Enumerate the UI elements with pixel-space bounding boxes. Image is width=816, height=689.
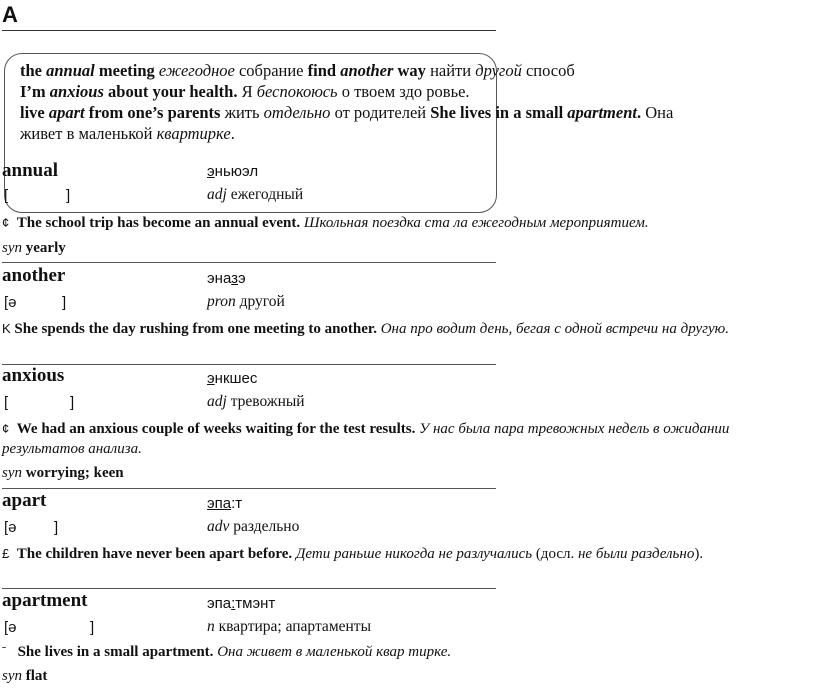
translation: раздельно bbox=[229, 518, 300, 535]
example-line bbox=[2, 419, 812, 459]
phrase-translation-keyword: другой bbox=[475, 61, 522, 80]
headword: apartment bbox=[2, 590, 88, 611]
transcription-rest: тмэнт bbox=[235, 595, 276, 612]
entry-separator bbox=[2, 488, 496, 489]
synonym-line bbox=[2, 465, 124, 482]
phrase-translation: от родителей bbox=[330, 103, 431, 122]
ipa-bracket-close: ] bbox=[70, 394, 75, 411]
phrase-translation-keyword: квартирке bbox=[156, 124, 231, 143]
part-of-speech: pron bbox=[207, 293, 236, 310]
phrase-line-1 bbox=[20, 60, 575, 82]
example-english: She spends the day rushing from one meeting to another. bbox=[14, 321, 377, 337]
phrase-translation-keyword: отдельно bbox=[263, 103, 331, 122]
example-english: We had an anxious couple of weeks waiting for the test results. bbox=[16, 421, 416, 437]
ipa-bracket-close: ] bbox=[90, 619, 95, 636]
part-of-speech: n bbox=[207, 618, 215, 635]
phrase-text: meeting bbox=[94, 61, 159, 80]
example-russian: Она про водит день, бегая с одной встречи на другую. bbox=[376, 321, 729, 337]
example-marker: ¢ bbox=[2, 215, 10, 230]
syn-label: syn bbox=[2, 668, 22, 684]
example-russian: Школьная поездка ста ла ежегодным мероприятием. bbox=[300, 215, 649, 231]
phrase-translation: о твоем здо ровье. bbox=[337, 82, 470, 101]
headword: annual bbox=[2, 160, 58, 181]
ipa-bracket-close: ] bbox=[62, 294, 67, 311]
part-of-speech-line bbox=[207, 186, 303, 204]
phrase-text: from one’s parents bbox=[84, 103, 221, 122]
example-note-end: ). bbox=[694, 546, 704, 562]
ipa-bracket-open: [ bbox=[4, 394, 9, 411]
ipa-bracket-open: [ə bbox=[4, 619, 17, 636]
entry-separator bbox=[2, 588, 496, 589]
translation: другой bbox=[235, 293, 285, 310]
transcription bbox=[207, 163, 258, 180]
example-line bbox=[2, 319, 802, 339]
syn-label: syn bbox=[2, 240, 22, 256]
ipa-bracket-close: ] bbox=[54, 519, 59, 536]
part-of-speech: adj bbox=[207, 186, 227, 203]
transcription-rest: нкшес bbox=[214, 370, 258, 387]
phrase-translation-keyword: беспокоюсь bbox=[256, 82, 338, 101]
example-english: She lives in a small apartment. bbox=[17, 644, 214, 660]
headword: anxious bbox=[2, 365, 65, 386]
example-english: The children have never been apart before. bbox=[16, 546, 293, 562]
phrase-keyword: another bbox=[340, 61, 394, 80]
stressed-vowel: эпа bbox=[207, 495, 232, 512]
phrase-line-3 bbox=[20, 102, 673, 124]
headword: another bbox=[2, 265, 66, 286]
example-note: (досл. bbox=[532, 546, 578, 562]
phrase-text: She lives in a small bbox=[430, 103, 568, 122]
transcription-rest: э bbox=[238, 270, 246, 287]
phrase-translation: Она bbox=[641, 103, 674, 122]
stressed-vowel: э bbox=[207, 163, 215, 180]
example-english: The school trip has become an annual event. bbox=[16, 215, 301, 231]
phrase-text: about your health. bbox=[103, 82, 238, 101]
example-russian: Дети раньше никогда не разлучались bbox=[292, 546, 533, 562]
phrase-text: the bbox=[20, 61, 47, 80]
example-marker: £ bbox=[2, 546, 10, 561]
translation: квартира; апартаменты bbox=[214, 618, 371, 635]
example-note-italic: не были раздельно bbox=[577, 546, 695, 562]
phrase-translation: Я bbox=[237, 82, 257, 101]
phrase-keyword: anxious bbox=[49, 82, 104, 101]
phrase-text: I’m bbox=[20, 82, 50, 101]
phrase-translation: . bbox=[230, 124, 235, 143]
synonyms: flat bbox=[22, 668, 48, 684]
page-letter-header: А bbox=[2, 2, 18, 27]
stressed-vowel: э bbox=[207, 370, 215, 387]
transcription bbox=[207, 270, 246, 287]
synonyms: yearly bbox=[22, 240, 66, 256]
example-marker: ˉ bbox=[2, 644, 7, 659]
translation: тревожный bbox=[226, 393, 305, 410]
entry-separator bbox=[2, 262, 496, 263]
synonym-line bbox=[2, 240, 66, 257]
phrase-translation: найти bbox=[425, 61, 476, 80]
header-rule bbox=[2, 30, 496, 31]
part-of-speech-line bbox=[207, 293, 285, 311]
synonyms: worrying; keen bbox=[22, 465, 124, 481]
phrase-text: find bbox=[307, 61, 341, 80]
example-russian: Она живет в маленькой квар тирке. bbox=[213, 644, 452, 660]
ipa-bracket-close: ] bbox=[66, 187, 71, 204]
ipa-bracket-open: [ə bbox=[4, 294, 17, 311]
transcription-rest: ньюэл bbox=[214, 163, 259, 180]
example-marker: K bbox=[2, 321, 11, 336]
phrase-translation: собрание bbox=[234, 61, 308, 80]
transcription bbox=[207, 370, 257, 387]
ipa-bracket-open: [ bbox=[4, 187, 9, 204]
transcription bbox=[207, 495, 242, 512]
transcription-part: эна bbox=[207, 270, 232, 287]
example-line bbox=[2, 544, 762, 564]
transcription-rest: :т bbox=[231, 495, 243, 512]
phrase-text: . bbox=[636, 103, 642, 122]
phrase-keyword: annual bbox=[46, 61, 95, 80]
phrase-keyword: apart bbox=[48, 103, 85, 122]
headword: apart bbox=[2, 490, 47, 511]
synonym-line bbox=[2, 668, 47, 685]
phrase-translation-keyword: ежегодное bbox=[158, 61, 235, 80]
part-of-speech-line bbox=[207, 618, 371, 636]
phrase-line-4 bbox=[20, 123, 235, 145]
example-line bbox=[2, 215, 649, 232]
phrase-text: live bbox=[20, 103, 49, 122]
transcription-part: эпа bbox=[207, 595, 232, 612]
transcription bbox=[207, 595, 275, 612]
part-of-speech-line bbox=[207, 393, 305, 411]
part-of-speech-line bbox=[207, 518, 299, 536]
example-russian: У нас была пара тревожных недель в ожидании результатов анализа. bbox=[2, 421, 730, 457]
phrase-text: way bbox=[393, 61, 426, 80]
part-of-speech: adv bbox=[207, 518, 230, 535]
phrase-translation: способ bbox=[521, 61, 575, 80]
phrase-line-2 bbox=[20, 81, 470, 103]
entry-separator bbox=[2, 364, 496, 365]
phrase-translation: жить bbox=[220, 103, 264, 122]
example-line bbox=[2, 644, 451, 661]
phrase-keyword: apartment bbox=[567, 103, 637, 122]
stressed-sound: з bbox=[231, 270, 239, 287]
translation: ежегодный bbox=[226, 186, 304, 203]
part-of-speech: adj bbox=[207, 393, 227, 410]
syn-label: syn bbox=[2, 465, 22, 481]
phrase-translation: живет в маленькой bbox=[20, 124, 157, 143]
stressed-sound: : bbox=[231, 595, 236, 612]
example-marker: ¢ bbox=[2, 421, 10, 436]
ipa-bracket-open: [ə bbox=[4, 519, 17, 536]
